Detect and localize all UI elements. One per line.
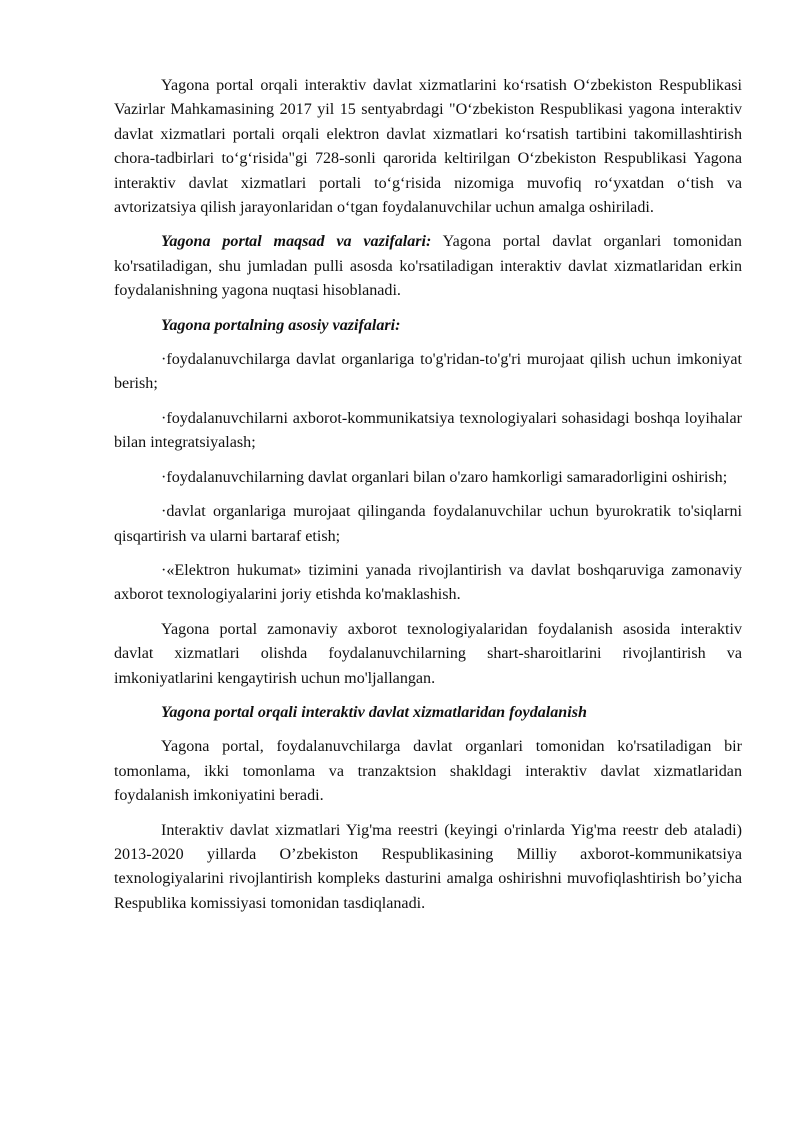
paragraph-goals [114,230,742,303]
task-item-4: ·davlat organlariga murojaat qilinganda foydalanuvchilar uchun byurokratik to'siqlarni qisqartirish va ularni bartaraf etish; [114,503,742,545]
task-item-3: ·foydalanuvchilarning davlat organlari bilan o'zaro hamkorligi samaradorligini oshirish; [161,468,728,486]
paragraph-intro: Yagona portal orqali interaktiv davlat xizmatlarini ko‘rsatish O‘zbekiston Respublikasi Vazirlar Mahkamasining 2017 yil 15 sentyabrdagi "O‘zbekiston Respublikasi yagona interaktiv davlat xizmatlari portali orqali elektron davlat xizmatlari ko‘rsatish tartibini takomillashtirish chora-tadbirlari to‘g‘risida"gi 728-sonli qarorida keltirilgan O‘zbekiston Respublikasi Yagona interaktiv davlat xizmatlari portali to‘g‘risida nizomiga muvofiq ro‘yxatdan o‘tish va avtorizatsiya qilish jarayonlaridan o‘tgan foydalanuvchilar uchun amalga oshiriladi. [114,77,742,217]
goals-heading: Yagona portal maqsad va vazifalari: [161,233,432,251]
task-item-1: ·foydalanuvchilarga davlat organlariga to'g'ridan-to'g'ri murojaat qilish uchun imkoniyat berish; [114,351,742,393]
paragraph-services: Yagona portal, foydalanuvchilarga davlat organlari tomonidan ko'rsatiladigan bir tomonlama, ikki tomonlama va tranzaktsion shakldagi interaktiv davlat xizmatlaridan foydalanish imkoniyatini beradi. [114,738,742,805]
paragraph-purpose: Yagona portal zamonaviy axborot texnologiyalaridan foydalanish asosida interaktiv davlat xizmatlari olishda foydalanuvchilarning shart-sharoitlarini rivojlantirish va imkoniyatlarini kengaytirish uchun mo'ljallangan. [114,620,742,687]
document-page [114,74,742,926]
services-heading: Yagona portal orqali interaktiv davlat xizmatlaridan foydalanish [161,703,587,721]
task-item-5: ·«Elektron hukumat» tizimini yanada rivojlantirish va davlat boshqaruviga zamonaviy axborot texnologiyalarini joriy etishda ko'maklashish. [114,561,742,604]
task-item-2: ·foydalanuvchilarni axborot-kommunikatsiya texnologiyalari sohasidagi boshqa loyihalar bilan integratsiyalash; [114,409,742,452]
tasks-heading: Yagona portalning asosiy vazifalari: [161,316,401,334]
goals-text: Yagona portal davlat organlari tomonidan ko'rsatiladigan, shu jumladan pulli asosda ko'rsatiladigan interaktiv davlat xizmatlaridan erkin foydalanishning yagona nuqtasi hisoblanadi. [114,233,742,300]
paragraph-registry: Interaktiv davlat xizmatlari Yig'ma reestri (keyingi o'rinlarda Yig'ma reestr deb ataladi) 2013-2020 yillarda O’zbekiston Respublikasining Milliy axborot-kommunikatsiya texnologiyalarini rivojlantirish kompleks dasturini amalga oshirishni muvofiqlashtirish bo’yicha Respublika komissiyasi tomonidan tasdiqlanadi. [114,821,742,912]
